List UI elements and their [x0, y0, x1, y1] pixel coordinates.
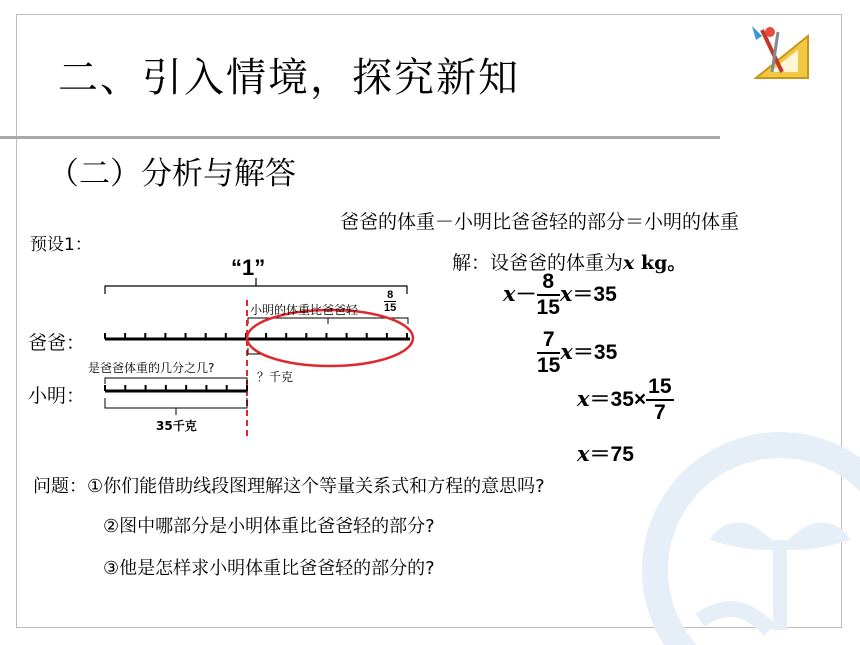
- relation-text: 爸爸的体重－小明比爸爸轻的部分＝小明的体重: [340, 211, 740, 233]
- fraction-7-15: $\frac{7}{15}$: [537, 328, 561, 377]
- ming-label: 小明：: [28, 385, 86, 407]
- question-label: 是爸爸体重的几分之几?: [88, 361, 215, 375]
- title-divider: [0, 136, 720, 139]
- fraction-8-15: $\frac{8}{15}$: [536, 270, 560, 319]
- section-subtitle: （二）分析与解答: [48, 156, 296, 192]
- question-3: ③他是怎样求小明体重比爸爸轻的部分的?: [103, 558, 435, 579]
- unknown-label: ？千克: [257, 370, 294, 384]
- page-title: 二、引入情境，探究新知: [58, 55, 520, 101]
- compass-ruler-logo-icon: [748, 22, 816, 84]
- fraction-15-7: $\frac{15}{7}$: [648, 375, 672, 424]
- question-2: ②图中哪部分是小明体重比爸爸轻的部分?: [103, 516, 435, 537]
- equation-3: x＝35× $\frac{15}{7}$: [577, 375, 672, 424]
- equation-2: $\frac{7}{15}$ x＝35: [537, 328, 618, 377]
- lighter-fraction: 8 15: [384, 289, 397, 314]
- lighter-part-label: 小明的体重比爸爸轻: [250, 303, 359, 317]
- dad-label: 爸爸：: [28, 332, 86, 354]
- solution-var: x: [623, 252, 635, 274]
- segment-diagram: [80, 268, 430, 438]
- solution-prefix: 解：设爸爸的体重为: [452, 252, 624, 274]
- equation-4: x＝75: [577, 441, 634, 466]
- ming-weight-label: 35千克: [156, 419, 197, 433]
- question-1: 问题：①你们能借助线段图理解这个等量关系式和方程的意思吗?: [33, 476, 545, 497]
- solution-suffix: kg。: [634, 252, 687, 274]
- preset-label: 预设1：: [30, 235, 92, 255]
- whole-label: “1”: [231, 255, 266, 280]
- sprout-watermark-icon: [630, 420, 860, 645]
- equation-1: x－ $\frac{8}{15}$ x＝35: [503, 270, 617, 319]
